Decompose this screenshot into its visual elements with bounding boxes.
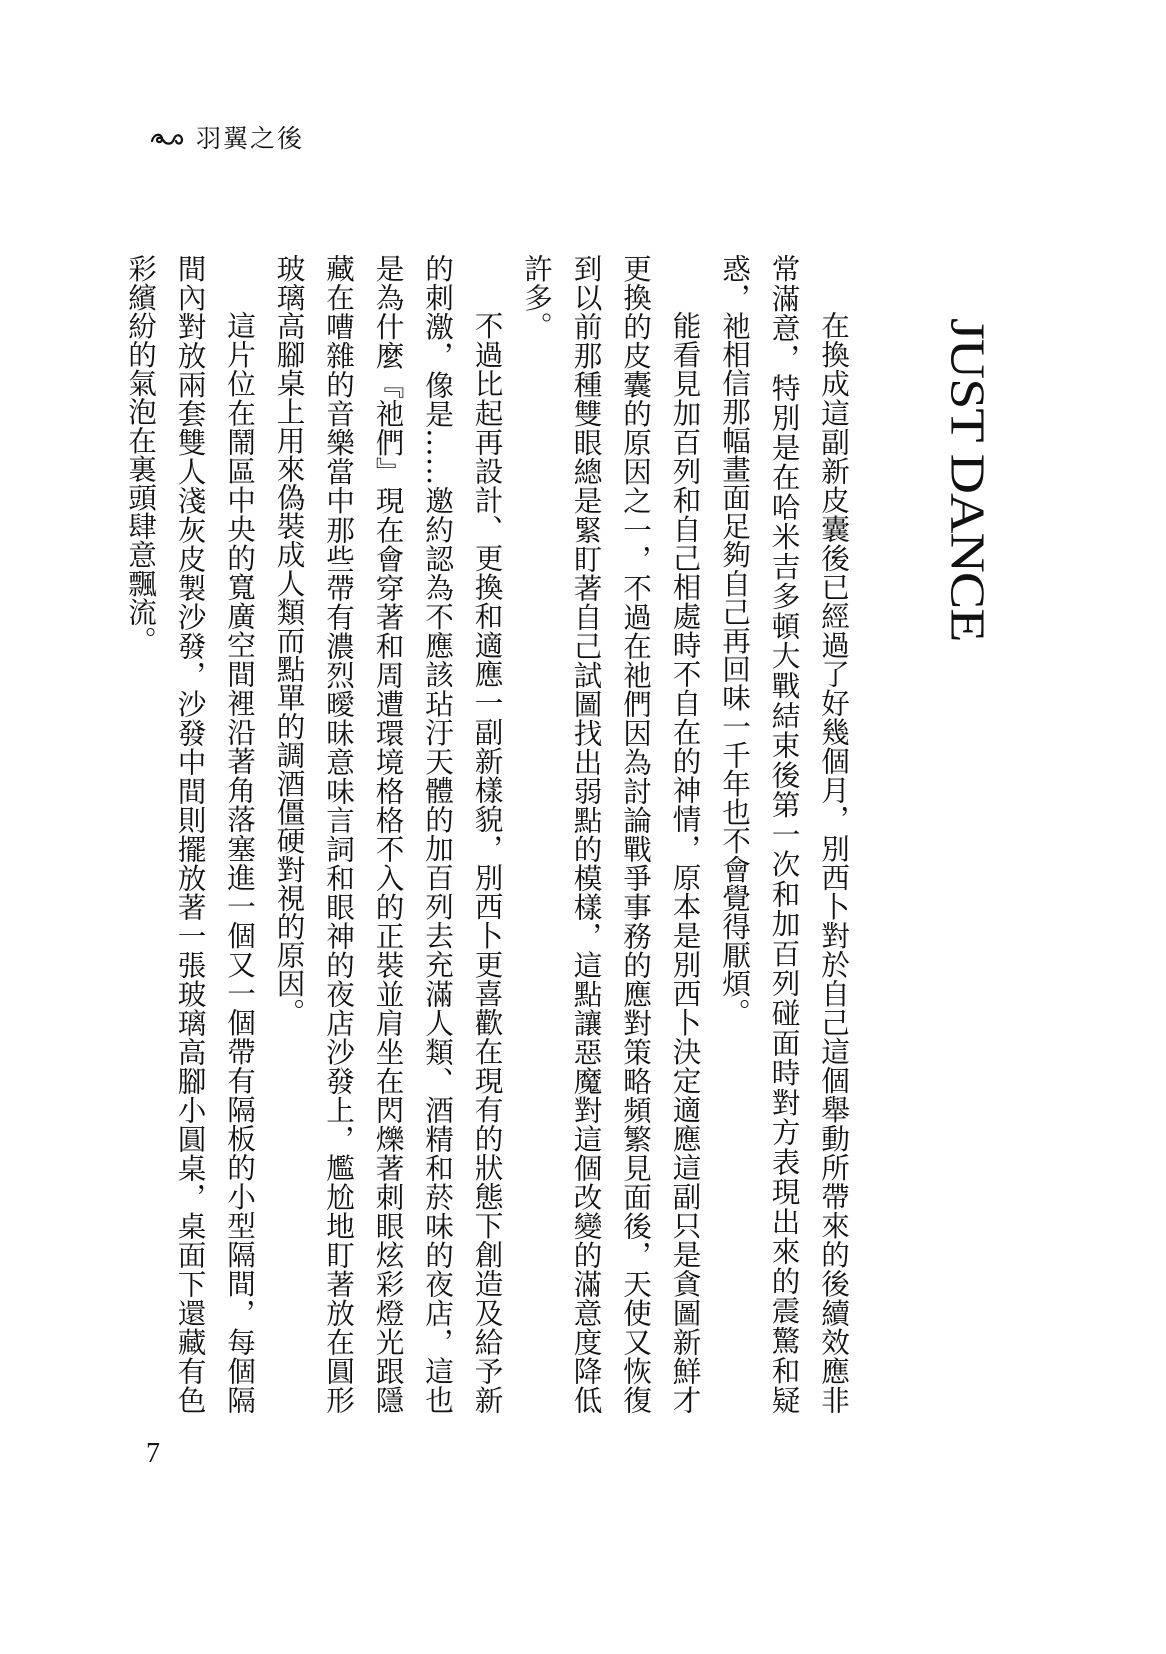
page-number: 7 — [146, 1438, 160, 1469]
body-text — [124, 254, 858, 1414]
running-header — [150, 118, 304, 158]
running-title: 羽翼之後 — [196, 123, 305, 153]
paragraph: 不過比起再設計、更換和適應一副新樣貌，別西卜更喜歡在現有的狀態下創造及給予新的刺激，像是……邀約認為不應該玷汙天體的加百列去充滿人類、酒精和菸味的夜店，這也是為什麼『祂們』現在會穿著和周遭環境格格不入的正裝並肩坐在閃爍著刺眼炫彩燈光跟隱藏在嘈雜的音樂當中那些帶有濃烈曖昧意味言詞和眼神的夜店沙發上，尷尬地盯著放在圓形玻璃高腳桌上用來偽裝成人類而點單的調酒僵硬對視的原因。 — [272, 254, 505, 1414]
paragraph: 在換成這副新皮囊後已經過了好幾個月，別西卜對於自己這個舉動所帶來的後續效應非常滿意，特別是在哈米吉多頓大戰結束後第一次和加百列碰面時對方表現出來的震驚和疑惑，祂相信那幅畫面足夠自己再回味一千年也不會覺得厭煩。 — [718, 254, 851, 1414]
chapter-title: JUST DANCE — [940, 318, 994, 642]
paragraph: 這片位在鬧區中央的寬廣空間裡沿著角落塞進一個又一個帶有隔板的小型隔間，每個隔間內對放兩套雙人淺灰皮製沙發，沙發中間則擺放著一張玻璃高腳小圓桌，桌面下還藏有色彩繽紛的氣泡在裏頭肆意飄流。 — [124, 254, 257, 1414]
scroll-ornament-icon — [150, 127, 184, 149]
paragraph: 能看見加百列和自己相處時不自在的神情，原本是別西卜決定適應這副只是貪圖新鮮才更換的皮囊的原因之一，不過在祂們因為討論戰爭事務的應對策略頻繁見面後，天使又恢復到以前那種雙眼總是緊盯著自己試圖找出弱點的模樣，這點讓惡魔對這個改變的滿意度降低許多。 — [520, 254, 703, 1414]
